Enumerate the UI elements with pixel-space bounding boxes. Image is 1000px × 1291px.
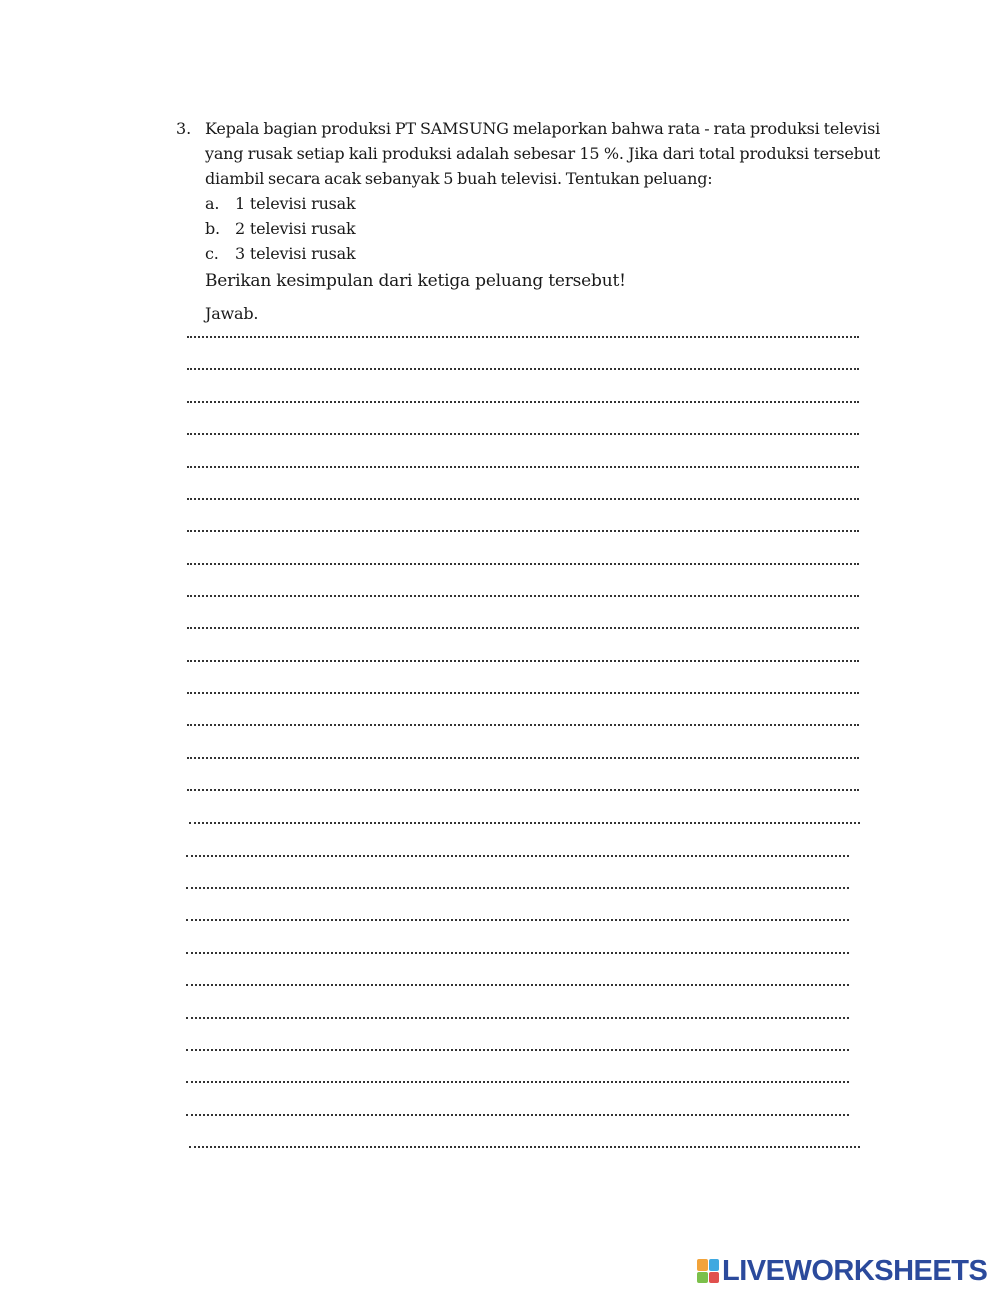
option-letter: a. <box>205 194 220 213</box>
answer-line[interactable] <box>187 368 859 370</box>
question-block <box>176 116 880 325</box>
option-text: 2 televisi rusak <box>235 219 356 238</box>
answer-line[interactable] <box>189 822 860 824</box>
option-text: 1 televisi rusak <box>235 194 356 213</box>
logo-square <box>697 1272 708 1284</box>
answer-line[interactable] <box>186 1114 849 1116</box>
answer-line[interactable] <box>187 336 859 338</box>
answer-line[interactable] <box>187 757 859 759</box>
answer-line[interactable] <box>187 724 859 726</box>
answer-line[interactable] <box>187 433 859 435</box>
liveworksheets-logo-icon <box>697 1259 719 1283</box>
answer-line[interactable] <box>187 498 859 500</box>
answer-line[interactable] <box>186 855 849 857</box>
logo-square <box>709 1259 720 1271</box>
logo-text: LIVEWORKSHEETS <box>722 1255 988 1287</box>
answer-line[interactable] <box>187 627 859 629</box>
logo-square <box>697 1259 708 1271</box>
question-body <box>205 116 880 325</box>
answer-line[interactable] <box>187 692 859 694</box>
answer-line[interactable] <box>187 595 859 597</box>
answer-line[interactable] <box>186 1049 849 1051</box>
logo-square <box>709 1272 720 1284</box>
answer-line[interactable] <box>186 1017 849 1019</box>
answer-line[interactable] <box>187 530 859 532</box>
answer-line[interactable] <box>187 660 859 662</box>
option-letter: c. <box>205 244 219 263</box>
liveworksheets-logo <box>697 1256 987 1286</box>
conclusion-prompt: Berikan kesimpulan dari ketiga peluang tersebut! <box>205 271 626 291</box>
answer-line[interactable] <box>186 1081 849 1083</box>
option-list <box>205 191 880 266</box>
option-item <box>205 241 880 266</box>
answer-line[interactable] <box>186 887 849 889</box>
answer-line[interactable] <box>187 789 859 791</box>
answer-line[interactable] <box>187 466 859 468</box>
question-number: 3. <box>176 119 192 138</box>
answer-line[interactable] <box>186 919 849 921</box>
answer-line[interactable] <box>186 952 849 954</box>
question-text: Kepala bagian produksi PT SAMSUNG melaporkan bahwa rata - rata produksi televisi yang rusak setiap kali produksi adalah sebesar 15 %. Jika dari total produksi tersebut diambil secara acak sebanyak 5 buah televisi. Tentukan peluang: <box>205 119 880 188</box>
option-letter: b. <box>205 219 220 238</box>
option-text: 3 televisi rusak <box>235 244 356 263</box>
answer-line[interactable] <box>189 1146 860 1148</box>
answer-label: Jawab. <box>205 304 259 323</box>
answer-line[interactable] <box>187 563 859 565</box>
answer-line[interactable] <box>186 984 849 986</box>
answer-line[interactable] <box>187 401 859 403</box>
option-item <box>205 191 880 216</box>
option-item <box>205 216 880 241</box>
